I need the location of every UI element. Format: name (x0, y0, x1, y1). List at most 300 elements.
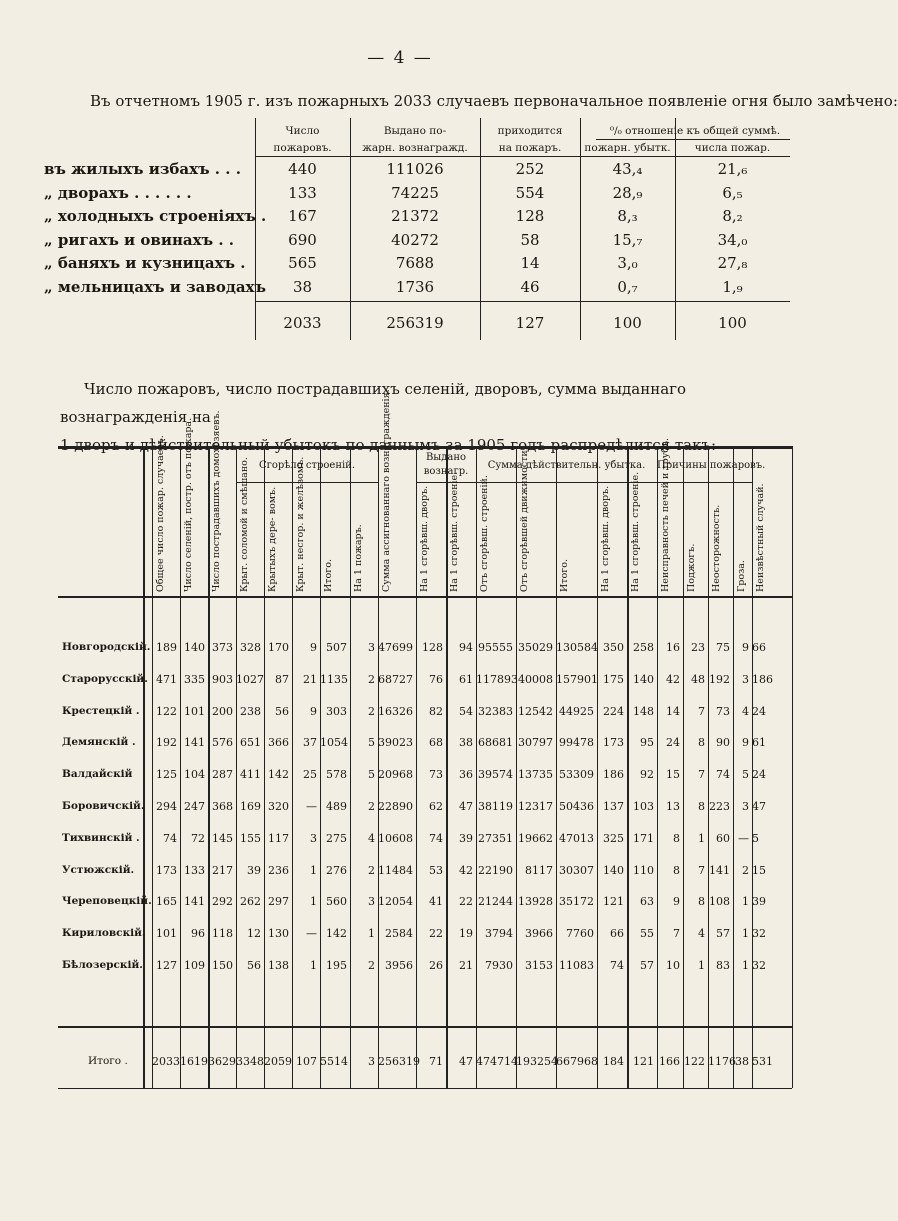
table-cell: 4 (698, 927, 705, 941)
table-cell: 60 (716, 831, 730, 845)
row-value: 40272 (391, 230, 439, 249)
table-cell: 61 (459, 672, 473, 686)
table-cell: 328 (240, 641, 261, 654)
column-rule (480, 118, 481, 340)
table-cell: 3 (368, 641, 375, 654)
table-cell: 165 (156, 895, 177, 909)
table-cell: 32383 (478, 704, 513, 718)
table-cell: 3 (368, 895, 375, 909)
table-cell: 200 (212, 704, 233, 718)
table-cell: 92 (640, 768, 654, 782)
table-cell: 1 (742, 959, 749, 972)
table-cell: 303 (326, 704, 347, 718)
table-cell: 103 (633, 800, 654, 813)
row-value: 252 (515, 160, 545, 178)
column-header: На 1 сгорѣвш. строеніе. (449, 471, 460, 592)
header-bottom-rule (58, 596, 792, 598)
table-cell: 10608 (378, 831, 413, 845)
table-cell: 7 (698, 863, 705, 877)
table-cell: — (306, 927, 317, 941)
table-cell: 141 (709, 863, 730, 877)
row-value: 34,₀ (717, 230, 748, 249)
table-cell: 368 (212, 800, 233, 813)
table-cell: 24 (752, 768, 766, 782)
table-cell: 651 (240, 736, 261, 750)
table-cell: 320 (268, 800, 289, 813)
row-label: „ холодныхъ строеніяхъ . (44, 207, 267, 225)
table-cell: 173 (156, 863, 177, 877)
table-cell: 4 (742, 704, 749, 718)
table-cell: 74 (716, 768, 730, 782)
row-value: 46 (520, 277, 540, 296)
table-cell: 140 (184, 641, 205, 654)
table-cell: 66 (752, 641, 766, 654)
column-rule (476, 446, 477, 1088)
table-cell: 1 (698, 831, 705, 845)
table-cell: 130 (268, 927, 289, 941)
column-header: На 1 сгорѣвш. строеніе. (630, 471, 641, 592)
table-cell: 13 (666, 800, 680, 813)
district-name: Череповецкій. (62, 895, 152, 908)
table-cell: 3153 (525, 959, 553, 972)
total-cell: 38 (735, 1055, 749, 1068)
table-cell: 74 (163, 831, 177, 845)
header-paid-line-2: жарн. вознагражд. (362, 142, 468, 154)
table-cell: 20968 (378, 768, 413, 782)
table-cell: 54 (459, 704, 473, 718)
table-cell: 110 (633, 863, 654, 877)
column-header: Отъ сгорѣвш. строеній. (479, 475, 490, 592)
table-cell: 53309 (559, 768, 594, 782)
table-cell: 95 (640, 736, 654, 750)
table-cell: 489 (326, 800, 347, 813)
table-cell: 94 (459, 641, 473, 654)
table-cell: 10 (666, 959, 680, 972)
table-cell: 66 (610, 927, 624, 941)
district-name: Устюжскій. (62, 863, 135, 876)
table-cell: 366 (268, 736, 289, 750)
table-cell: 2584 (385, 927, 413, 941)
table-cell: 41 (429, 895, 443, 909)
district-name: Боровичскій. (62, 800, 145, 812)
district-name: Валдайскій (62, 768, 133, 781)
total-cell: 5514 (320, 1055, 348, 1068)
table-cell: 11484 (378, 863, 413, 877)
table-cell: 55 (640, 927, 654, 941)
table-cell: 35172 (559, 895, 594, 909)
table-cell: 350 (603, 641, 624, 654)
total-label: Итого . (88, 1055, 128, 1067)
column-rule (597, 446, 598, 1088)
table-cell: 83 (716, 959, 730, 972)
table-cell: 62 (429, 800, 443, 813)
column-rule (556, 446, 557, 1088)
table-cell: 7 (673, 927, 680, 941)
header-fires-line-2: пожаровъ. (273, 142, 332, 154)
table-cell: 73 (716, 704, 730, 718)
table-cell: 30797 (518, 736, 553, 750)
column-rule (350, 118, 351, 340)
column-rule (255, 118, 256, 340)
table-cell: 292 (212, 895, 233, 909)
table-cell: 108 (709, 895, 730, 909)
table-cell: 1 (310, 863, 317, 877)
table-cell: 170 (268, 641, 289, 654)
column-header: Отъ сгорѣвшей движимости. (519, 447, 530, 592)
table-cell: 90 (716, 736, 730, 750)
table-cell: 169 (240, 800, 261, 813)
column-rule (657, 446, 658, 1088)
column-header: Неосторожность. (711, 504, 722, 592)
column-header: На 1 пожаръ. (353, 524, 364, 592)
table-cell: 507 (326, 641, 347, 654)
row-value: 1736 (395, 277, 435, 296)
table-cell: 57 (716, 927, 730, 941)
column-rule (180, 446, 181, 1088)
total-cell: 1619 (180, 1055, 208, 1068)
column-rule (683, 446, 684, 1088)
table-cell: 1135 (320, 672, 348, 686)
table-cell: 3 (742, 672, 749, 686)
table-cell: 37 (303, 736, 317, 750)
total-rule (58, 1026, 792, 1028)
table-cell: 47 (752, 800, 766, 813)
table-cell: 76 (429, 672, 443, 686)
district-name: Крестецкій . (62, 704, 140, 717)
table-cell: 5 (368, 736, 375, 750)
table-cell: 186 (603, 768, 624, 782)
column-header: Число селеній, постр. отъ пожара. (183, 417, 194, 592)
header-fire-pct: числа пожар. (694, 142, 771, 154)
table-cell: 68 (429, 736, 443, 750)
column-header: Итого. (559, 559, 570, 592)
table-cell: 19662 (518, 831, 553, 845)
table-cell: 192 (156, 736, 177, 750)
table-cell: — (738, 831, 749, 845)
row-value: 38 (292, 277, 313, 296)
column-header: На 1 сгорѣвш. дворъ. (419, 485, 430, 592)
total-cell: 474714 (476, 1055, 518, 1068)
table-cell: 2 (368, 800, 375, 813)
table-cell: 140 (603, 863, 624, 877)
table-cell: 56 (275, 704, 289, 718)
table-cell: 578 (326, 768, 347, 782)
table-cell: 27351 (478, 831, 513, 845)
table-cell: 189 (156, 641, 177, 654)
table-cell: 87 (275, 672, 289, 686)
header-per-fire-line-1: приходится (497, 125, 563, 137)
table-cell: 1 (742, 927, 749, 941)
table-cell: 38119 (478, 800, 513, 813)
table-cell: 21 (303, 672, 317, 686)
table-cell: 47013 (559, 831, 594, 845)
district-name: Кириловскій. (62, 927, 146, 940)
table-cell: 48 (691, 672, 705, 686)
table-cell: 276 (326, 863, 347, 877)
table-cell: 14 (666, 704, 680, 718)
page-number: — 4 — (367, 48, 433, 68)
table-cell: 15 (752, 863, 766, 877)
column-header: Гроза. (736, 560, 747, 592)
table-cell: 15 (666, 768, 680, 782)
table-cell: 155 (240, 831, 261, 845)
total-cell: 193254 (516, 1055, 558, 1068)
total-cell: 107 (296, 1055, 317, 1068)
column-rule (627, 446, 629, 1088)
table-cell: 2 (368, 863, 375, 877)
table-cell: 2 (368, 959, 375, 972)
table-cell: 21 (459, 959, 473, 972)
column-rule (378, 446, 379, 1088)
row-value: 565 (288, 254, 317, 272)
table-cell: 8 (698, 800, 705, 813)
table-cell: 25 (303, 768, 317, 782)
table-cell: 22 (459, 895, 473, 909)
table-cell: 9 (310, 704, 317, 718)
column-rule (752, 446, 753, 1088)
table-cell: 23 (691, 641, 705, 654)
row-label: „ баняхъ и кузницахъ . (44, 254, 246, 272)
total-cell: 122 (684, 1055, 705, 1068)
table-cell: 9 (742, 736, 749, 750)
column-rule (708, 446, 709, 1088)
table-cell: 258 (633, 641, 654, 654)
header-loss-pct: пожарн. убытк. (584, 142, 671, 154)
table-cell: 5 (742, 768, 749, 782)
column-header: Крытыхъ дере- вомъ. (267, 486, 278, 592)
table-cell: 38 (459, 736, 473, 750)
table-cell: 373 (212, 641, 233, 654)
table-cell: 560 (326, 895, 347, 909)
total-rule (255, 301, 790, 302)
table-cell: 1054 (320, 736, 348, 750)
header-paid-line-1: Выдано по- (383, 125, 447, 137)
total-cell: 2059 (264, 1055, 292, 1068)
column-header: Крыт. соломой и смѣшано. (239, 457, 250, 592)
total-cell: 47 (459, 1055, 473, 1068)
table-cell: 137 (603, 800, 624, 813)
table-cell: 4 (368, 831, 375, 845)
table-cell: 72 (191, 831, 205, 845)
column-rule (580, 118, 581, 340)
table-cell: 1 (742, 895, 749, 909)
table-cell: 82 (429, 704, 443, 718)
row-value: 15,₇ (612, 230, 643, 249)
table-cell: 150 (212, 959, 233, 972)
table-cell: 297 (268, 895, 289, 909)
column-header: Поджогъ. (686, 543, 697, 592)
group-rule (657, 482, 752, 483)
table-cell: 9 (742, 641, 749, 654)
table-cell: 16326 (378, 704, 413, 718)
column-header: Крыт. несгор. и желѣзомъ. (295, 456, 306, 592)
table-cell: 411 (240, 768, 261, 782)
table-cell: 12054 (378, 895, 413, 909)
table-cell: 173 (603, 736, 624, 750)
group-rule (236, 482, 378, 483)
table-cell: 128 (422, 641, 443, 654)
total-cell: 3348 (236, 1055, 264, 1068)
row-value: 3,₀ (617, 254, 638, 272)
table-cell: 22890 (378, 800, 413, 813)
column-rule (264, 446, 265, 1088)
table-cell: 138 (268, 959, 289, 972)
table-cell: 186 (752, 672, 773, 686)
table-cell: 8 (698, 736, 705, 750)
table-cell: 287 (212, 768, 233, 782)
table-cell: 39023 (378, 736, 413, 750)
row-value: 58 (520, 230, 540, 249)
table-cell: 217 (212, 863, 233, 877)
intro-text: Въ отчетномъ 1905 г. изъ пожарныхъ 2033 случаевъ первоначальное появленіе огня было замѣчено: (90, 92, 898, 110)
table-cell: 7760 (566, 927, 594, 941)
column-rule (446, 446, 448, 1088)
row-value: 43,₄ (612, 160, 643, 178)
table-cell: 12 (247, 927, 261, 941)
table-cell: 19 (459, 927, 473, 941)
table-cell: 36 (459, 768, 473, 782)
row-value: 440 (288, 160, 317, 178)
table-cell: 21244 (478, 895, 513, 909)
row-value: 8,₂ (722, 207, 743, 225)
table-cell: 903 (212, 672, 233, 686)
table-cell: 50436 (559, 800, 594, 813)
table-cell: 3 (742, 800, 749, 813)
table-cell: 127 (156, 959, 177, 972)
table-cell: 68727 (378, 672, 413, 686)
column-header: Итого. (323, 559, 334, 592)
group-loss: Сумма дѣйствительн. убытка. (487, 460, 646, 471)
table-cell: 75 (716, 641, 730, 654)
table-cell: 13928 (518, 895, 553, 909)
row-value: 74225 (391, 183, 439, 202)
table-cell: 125 (156, 768, 177, 782)
column-header: Неисправность печей и трубъ. (660, 437, 671, 592)
table-cell: 3966 (525, 927, 553, 941)
table-cell: 63 (640, 895, 654, 909)
total-cell: 184 (603, 1055, 624, 1068)
table-cell: 95555 (478, 641, 513, 654)
table-cell: 40008 (518, 672, 553, 686)
table-cell: 101 (184, 704, 205, 718)
table-cell: 57 (640, 959, 654, 972)
total-cell: 2033 (152, 1055, 180, 1068)
table-cell: 9 (673, 895, 680, 909)
table-cell: 141 (184, 736, 205, 750)
table-cell: 335 (184, 672, 205, 686)
district-name: Новгородскій. (62, 641, 151, 653)
table-cell: 96 (191, 927, 205, 941)
table-cell: 32 (752, 959, 766, 972)
table-cell: 3956 (385, 959, 413, 972)
row-value: 554 (515, 183, 545, 202)
district-name: Тихвинскій . (62, 831, 140, 844)
table-cell: 42 (666, 672, 680, 686)
table-cell: 56 (247, 959, 261, 972)
table-cell: 42 (459, 863, 473, 877)
table-cell: 142 (326, 927, 347, 941)
table-cell: 148 (633, 704, 654, 718)
column-header: Число пострадавшихъ домохозяевъ. (211, 410, 222, 592)
header-rule (596, 139, 790, 140)
table-cell: 1027 (236, 672, 264, 686)
row-value: 14 (520, 254, 540, 272)
row-value: 690 (288, 230, 317, 249)
table-cell: 8 (673, 863, 680, 877)
row-value: 133 (288, 183, 317, 202)
district-name: Бѣлозерскій. (62, 959, 143, 971)
table-cell: 192 (709, 672, 730, 686)
table-cell: 1 (368, 927, 375, 941)
total-value: 2033 (283, 314, 322, 332)
table-cell: 30307 (559, 863, 594, 877)
column-rule (350, 446, 351, 1088)
table-cell: 8117 (525, 863, 553, 877)
table-cell: 32 (752, 927, 766, 941)
table-cell: 171 (633, 831, 654, 845)
table-cell: 117893 (476, 672, 518, 686)
row-value: 0,₇ (617, 277, 638, 296)
total-cell: 3 (368, 1055, 375, 1068)
row-value: 7688 (395, 254, 435, 272)
table-cell: 157901 (556, 672, 598, 686)
table-cell: 1 (310, 895, 317, 909)
total-value: 256319 (386, 314, 444, 332)
column-rule (792, 446, 793, 1088)
row-label: „ дворахъ . . . . . . (44, 183, 192, 202)
table-cell: 121 (603, 895, 624, 909)
row-label: „ ригахъ и овинахъ . . (44, 230, 234, 249)
column-rule (152, 446, 153, 1088)
table-cell: 26 (429, 959, 443, 972)
table-cell: 11083 (559, 959, 594, 972)
table-cell: 145 (212, 831, 233, 845)
table-cell: 7 (698, 704, 705, 718)
table-cell: 3794 (485, 927, 513, 941)
table-cell: 325 (603, 831, 624, 845)
column-rule (208, 446, 210, 1088)
table-cell: 130584 (556, 641, 598, 654)
paragraph-2-line-2: 1 дворъ и дѣйствительный убытокъ по даннымъ за 1905 годъ распредѣлится такъ: (60, 436, 717, 454)
group-burned: Сгорѣло строеній. (258, 460, 356, 471)
column-rule (236, 446, 237, 1088)
total-value: 100 (718, 314, 747, 332)
column-header: На 1 сгорѣвш. дворъ. (600, 485, 611, 592)
column-rule (320, 446, 321, 1088)
table-cell: 2 (368, 672, 375, 686)
table-cell: 142 (268, 768, 289, 782)
table-cell: 22 (429, 927, 443, 941)
row-value: 8,₃ (617, 207, 638, 225)
table-cell: 12317 (518, 800, 553, 813)
table-cell: 47699 (378, 641, 413, 654)
table-cell: 140 (633, 672, 654, 686)
column-rule (516, 446, 517, 1088)
group-paid-line-2: вознагр. (423, 466, 469, 477)
table-cell: 44925 (559, 704, 594, 718)
table-cell: 39574 (478, 768, 513, 782)
table-cell: 2 (742, 863, 749, 877)
column-header: Неизвѣстный случай. (755, 483, 766, 592)
column-rule (733, 446, 734, 1088)
table-cell: 5 (752, 831, 759, 845)
table-cell: 16 (666, 641, 680, 654)
table-cell: 22190 (478, 863, 513, 877)
total-value: 100 (613, 314, 642, 332)
table-cell: 39 (752, 895, 766, 909)
column-rule (292, 446, 293, 1088)
table-cell: 117 (268, 831, 289, 845)
